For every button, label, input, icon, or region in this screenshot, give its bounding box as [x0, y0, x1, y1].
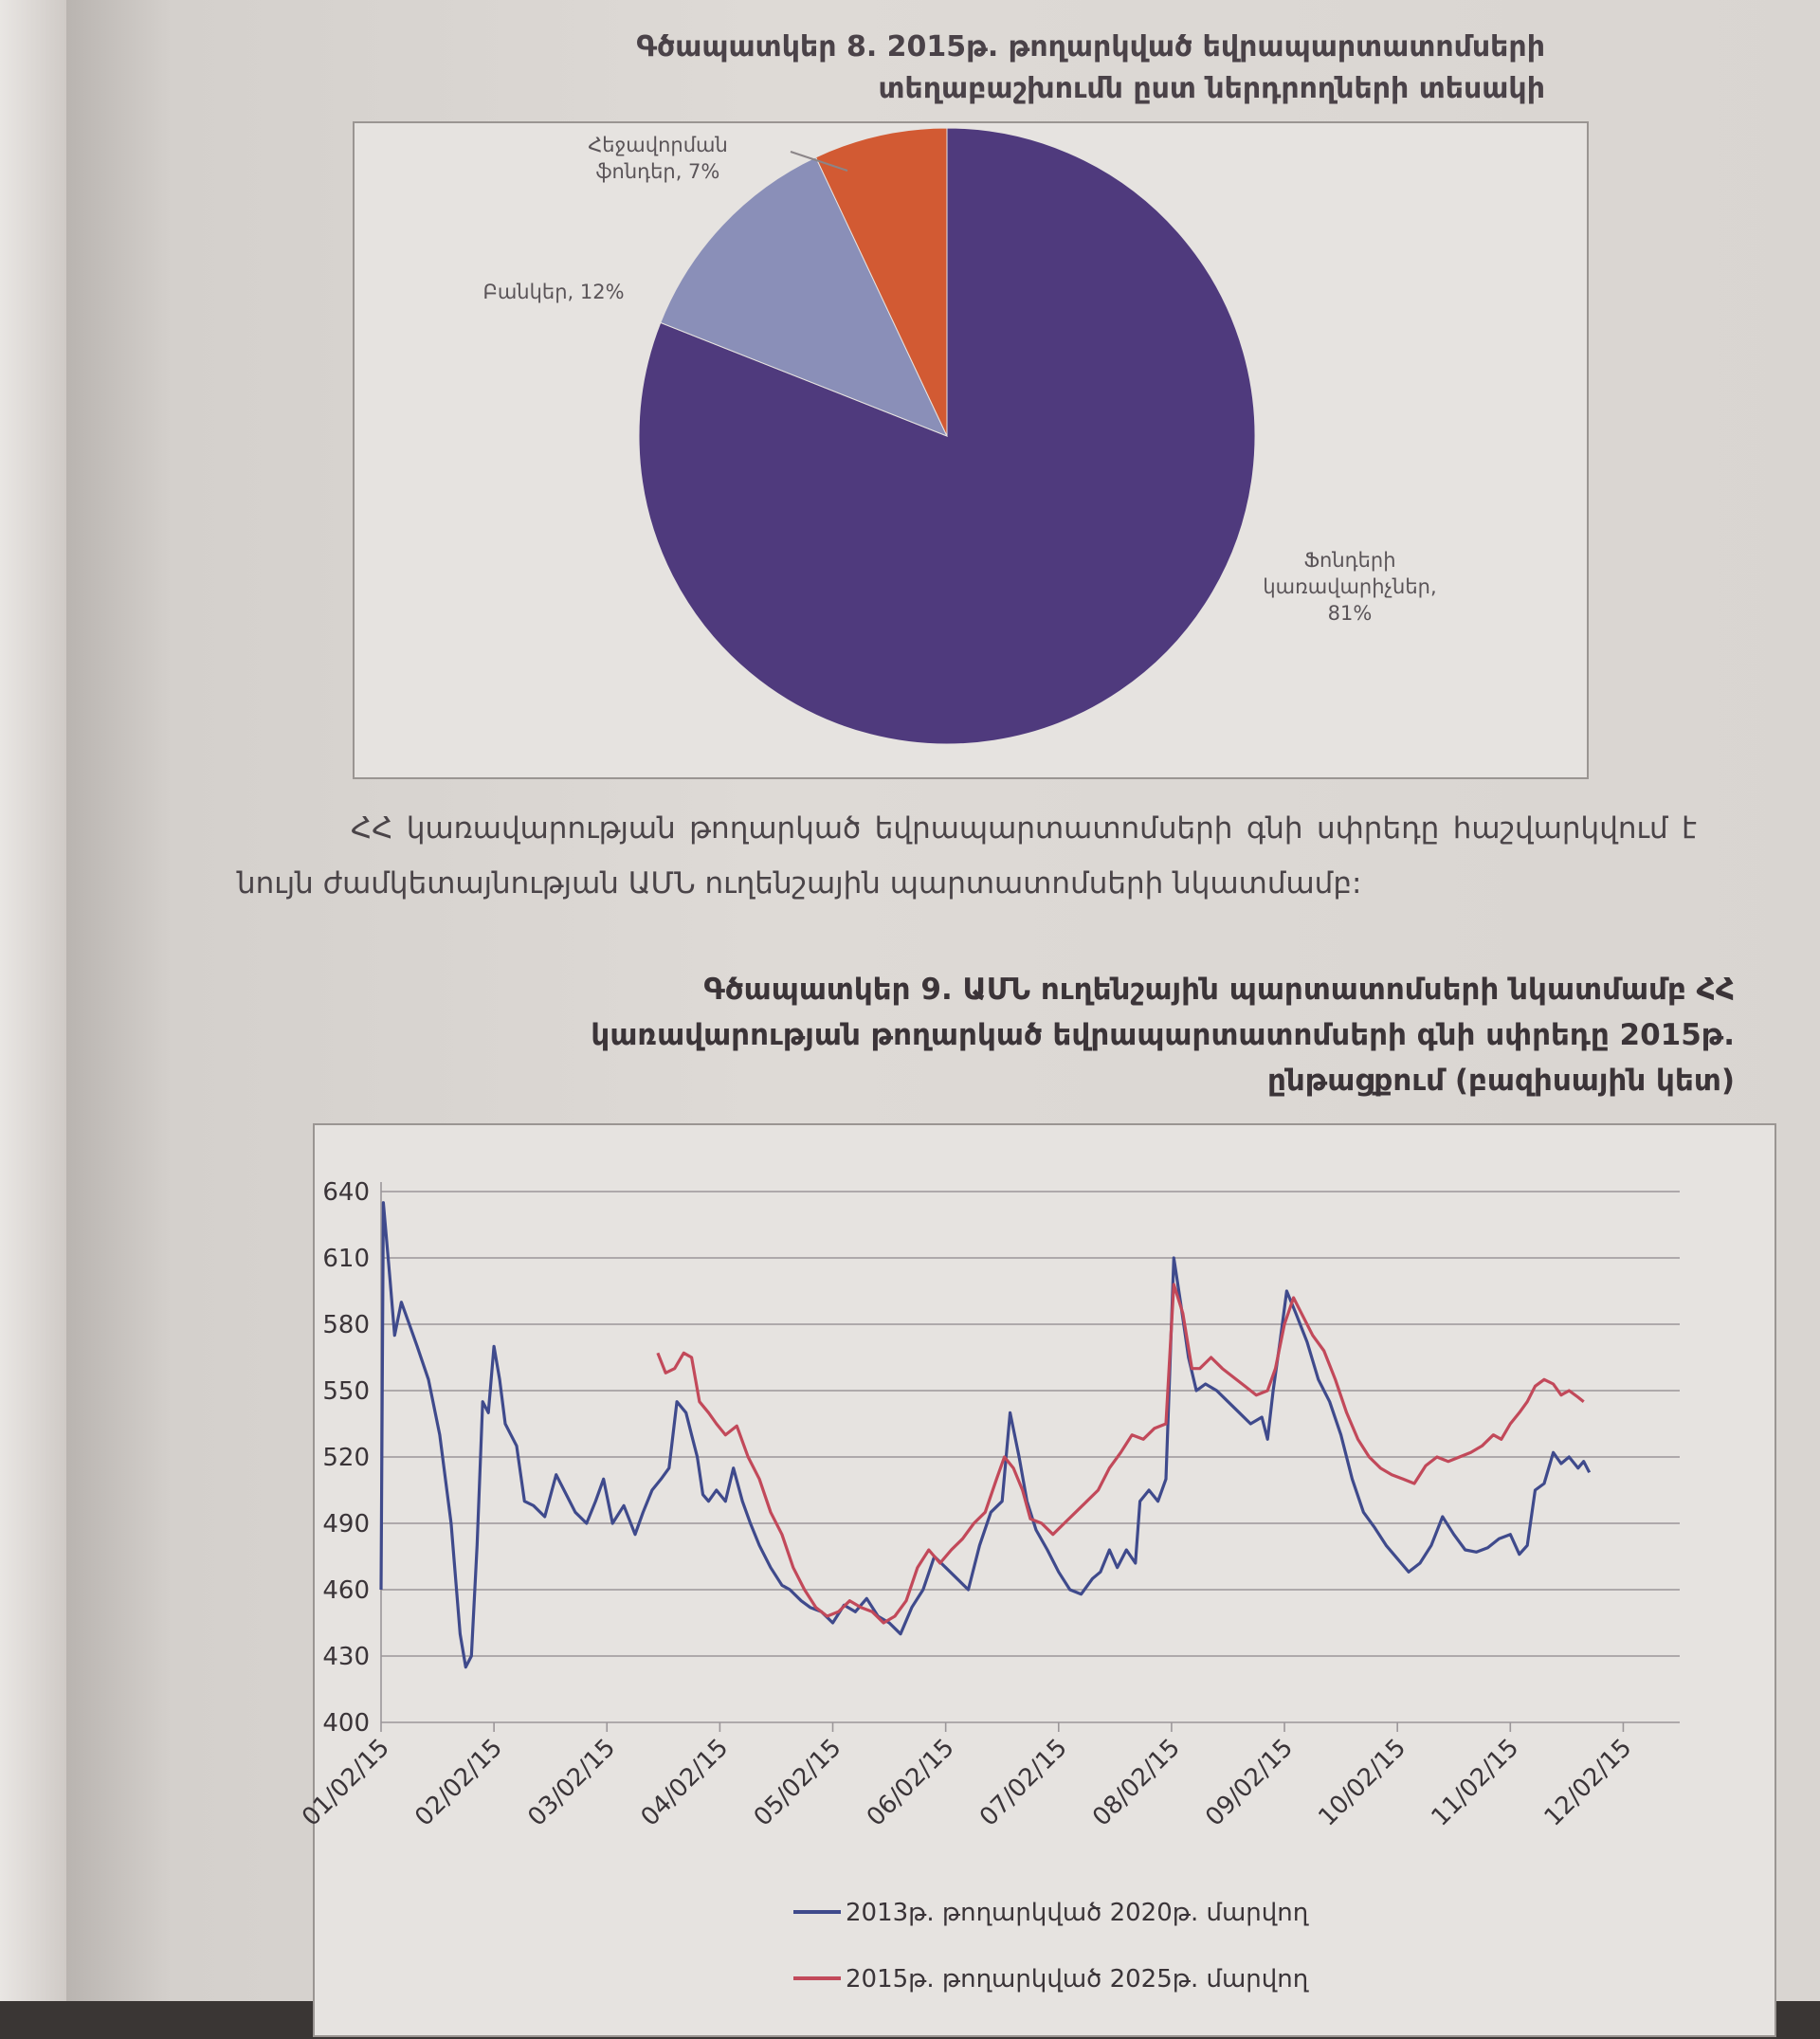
pie-label-fund-managers-line-1: Ֆոնդերի — [1303, 549, 1396, 572]
figure-8-title — [446, 27, 1545, 110]
series-line-0 — [381, 1203, 1590, 1667]
pie-label-hedge-funds-line-1: Հեջավորման — [588, 134, 728, 156]
legend-label-0: 2013թ. թողարկված 2020թ. մարվող — [846, 1899, 1309, 1927]
y-tick-label: 520 — [322, 1444, 370, 1472]
y-tick-label: 460 — [322, 1576, 370, 1605]
pie-label-fund-managers-line-3: 81% — [1327, 602, 1373, 625]
book-spine — [0, 0, 66, 2001]
y-tick-label: 640 — [322, 1178, 370, 1207]
y-tick-label: 490 — [322, 1510, 370, 1538]
body-paragraph: ՀՀ կառավարության թողարկած եվրապարտատոմսերի գնի սփրեդը հաշվարկվում է նույն ժամկետայնության ԱՄՆ ուղենշային պարտատոմսերի նկատմամբ: — [237, 811, 1697, 901]
x-tick-label: 10/02/15 — [1313, 1733, 1412, 1832]
x-tick-label: 04/02/15 — [635, 1733, 735, 1832]
line-chart-frame — [297, 1123, 1776, 2037]
series-line-1 — [658, 1284, 1584, 1623]
x-tick-label: 08/02/15 — [1087, 1733, 1186, 1832]
y-tick-label: 610 — [322, 1245, 370, 1273]
pie-chart — [355, 123, 1587, 777]
x-tick-label: 05/02/15 — [748, 1733, 847, 1832]
x-tick-label: 03/02/15 — [522, 1733, 622, 1832]
line-chart — [297, 1125, 1774, 2035]
x-tick-label: 09/02/15 — [1200, 1733, 1299, 1832]
y-tick-label: 580 — [322, 1311, 370, 1339]
x-tick-label: 11/02/15 — [1426, 1733, 1525, 1832]
x-tick-label: 02/02/15 — [410, 1733, 509, 1832]
pie-label-fund-managers-line-2: կառավարիչներ, — [1263, 575, 1437, 598]
x-tick-label: 06/02/15 — [861, 1733, 960, 1832]
figure-8-title-line-1: Գծապատկեր 8. 2015թ. թողարկված եվրապարտատոմսերի — [636, 30, 1545, 64]
y-tick-label: 550 — [322, 1377, 370, 1406]
x-tick-label: 07/02/15 — [974, 1733, 1073, 1832]
figure-9-title-line-3: ընթացքում (բազիսային կետ) — [1266, 1064, 1735, 1098]
pie-label-banks: Բանկեր, 12% — [482, 281, 625, 303]
x-tick-label: 12/02/15 — [1538, 1733, 1638, 1832]
legend-label-1: 2015թ. թողարկված 2025թ. մարվող — [846, 1965, 1309, 1993]
figure-8-title-line-2: տեղաբաշխումն ըստ ներդրողների տեսակի — [878, 72, 1545, 105]
figure-9-title-line-1: Գծապատկեր 9. ԱՄՆ ուղենշային պարտատոմսերի նկատմամբ ՀՀ — [703, 973, 1735, 1007]
figure-9-title — [237, 967, 1735, 1103]
y-tick-label: 430 — [322, 1643, 370, 1671]
pie-label-hedge-funds-line-2: ֆոնդեր, 7% — [595, 160, 720, 183]
y-tick-label: 400 — [322, 1709, 370, 1738]
figure-9-title-line-2: կառավարության թողարկած եվրապարտատոմսերի գնի սփրեդը 2015թ. — [591, 1018, 1735, 1052]
x-tick-label: 01/02/15 — [297, 1733, 395, 1832]
pie-chart-frame — [353, 121, 1589, 779]
